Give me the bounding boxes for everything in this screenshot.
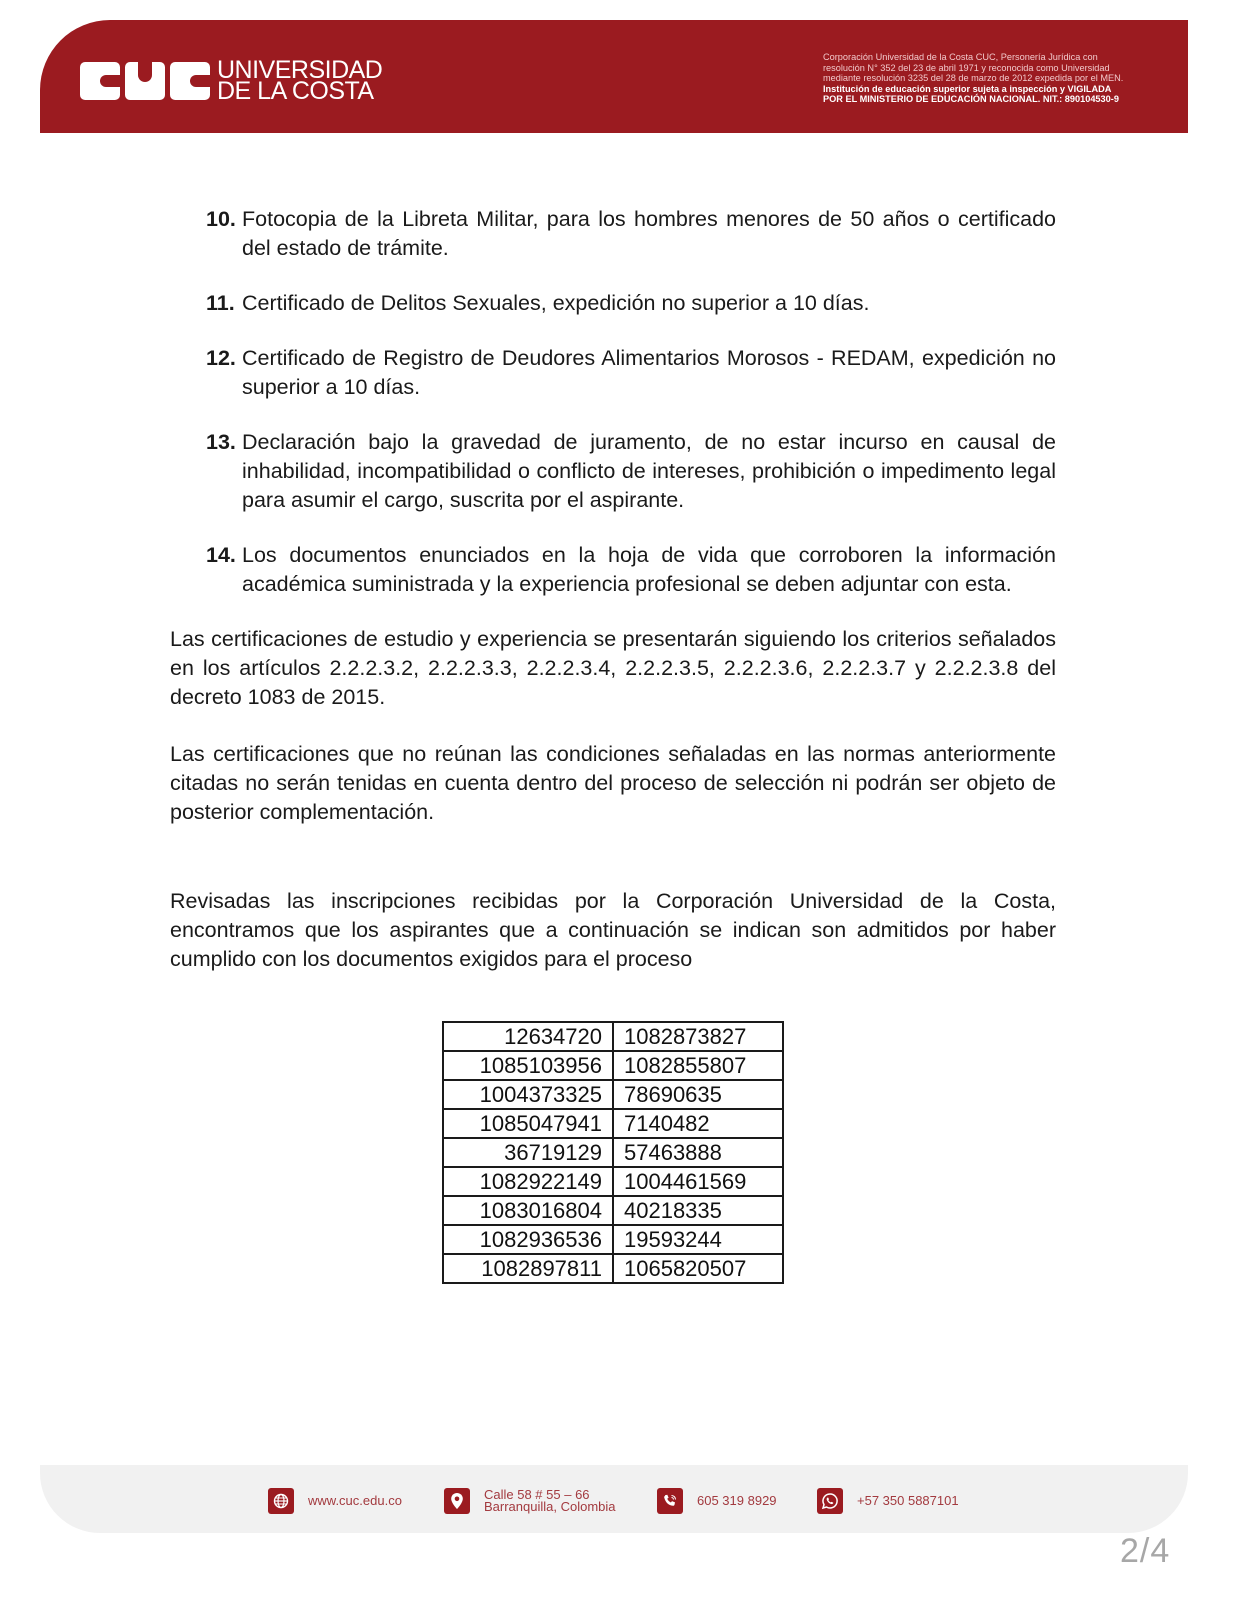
logo-letter-c-icon <box>80 62 120 100</box>
page-counter: 2/4 <box>1120 1532 1171 1570</box>
id-cell: 1085047941 <box>443 1109 613 1138</box>
location-pin-icon <box>444 1488 470 1514</box>
item-text: Certificado de Delitos Sexuales, expedición no superior a 10 días. <box>242 291 870 315</box>
id-cell: 1004373325 <box>443 1080 613 1109</box>
address <box>484 1489 616 1513</box>
id-cell: 1004461569 <box>613 1167 783 1196</box>
legal-line-bold: POR EL MINISTERIO DE EDUCACIÓN NACIONAL. NIT.: 890104530-9 <box>823 94 1119 104</box>
id-cell: 1065820507 <box>613 1254 783 1283</box>
footer-whatsapp <box>817 1488 959 1514</box>
globe-icon <box>268 1488 294 1514</box>
footer-phone <box>657 1488 777 1514</box>
id-cell: 7140482 <box>613 1109 783 1138</box>
id-cell: 78690635 <box>613 1080 783 1109</box>
cuc-logo-mark <box>80 62 210 100</box>
letterhead-footer <box>40 1465 1188 1533</box>
table-row <box>443 1051 783 1080</box>
address-line-2: Barranquilla, Colombia <box>484 1499 616 1514</box>
item-number: 13. <box>206 430 236 454</box>
item-number: 11. <box>206 291 235 315</box>
table-row <box>443 1138 783 1167</box>
footer-website <box>268 1488 402 1514</box>
whatsapp-icon <box>817 1488 843 1514</box>
admitted-intro-paragraph: Revisadas las inscripciones recibidas por la Corporación Universidad de la Costa, encontramos que los aspirantes que a continuación se indican son admitidos por haber cumplido con los documentos exigidos para el proceso <box>170 889 1056 971</box>
logo-line-1: UNIVERSIDAD <box>217 56 383 84</box>
item-text: Los documentos enunciados en la hoja de vida que corroboren la información académica suministrada y la experiencia profesional se deben adjuntar con esta. <box>242 543 1056 596</box>
id-cell: 19593244 <box>613 1225 783 1254</box>
requirement-item <box>206 428 1056 515</box>
university-logo <box>80 56 383 105</box>
id-cell: 1085103956 <box>443 1051 613 1080</box>
requirement-item <box>206 205 1056 263</box>
id-cell: 12634720 <box>443 1022 613 1051</box>
requirement-item <box>206 541 1056 599</box>
legal-line: resolución N° 352 del 23 de abril 1971 y reconocida como Universidad <box>823 62 1110 73</box>
id-cell: 40218335 <box>613 1196 783 1225</box>
requirement-item <box>206 344 1056 402</box>
criteria-paragraph: Las certificaciones de estudio y experiencia se presentarán siguiendo los criterios señalados en los artículos 2.2.2.3.2, 2.2.2.3.3, 2.2.2.3.4, 2.2.2.3.5, 2.2.2.3.6, 2.2.2.3.7 y 2.2.2.3.8 del decreto 1083 de 2015. <box>170 627 1056 709</box>
invalid-certifications-paragraph: Las certificaciones que no reúnan las condiciones señaladas en las normas anteriormente citadas no serán tenidas en cuenta dentro del proceso de selección ni podrán ser objeto de posterior complementación. <box>170 742 1056 824</box>
table-row <box>443 1254 783 1283</box>
phone-number: 605 319 8929 <box>697 1493 777 1508</box>
table-row <box>443 1022 783 1051</box>
footer-address <box>444 1488 616 1514</box>
id-cell: 1082922149 <box>443 1167 613 1196</box>
phone-icon <box>657 1488 683 1514</box>
item-text: Declaración bajo la gravedad de juramento, de no estar incurso en causal de inhabilidad, incompatibilidad o conflicto de intereses, prohibición o impedimento legal para asumir el cargo, suscrita por el aspirante. <box>242 430 1056 512</box>
legal-notice <box>823 52 1158 105</box>
item-number: 12. <box>206 346 236 370</box>
id-cell: 1082897811 <box>443 1254 613 1283</box>
table-row <box>443 1109 783 1138</box>
logo-letter-u-icon <box>125 62 165 100</box>
table-row <box>443 1080 783 1109</box>
logo-letter-c-icon <box>170 62 210 100</box>
id-cell: 36719129 <box>443 1138 613 1167</box>
item-number: 14. <box>206 543 236 567</box>
website-link[interactable]: www.cuc.edu.co <box>308 1493 402 1508</box>
item-text: Fotocopia de la Libreta Militar, para los hombres menores de 50 años o certificado del estado de trámite. <box>242 207 1056 260</box>
id-cell: 1082873827 <box>613 1022 783 1051</box>
address-line-1: Calle 58 # 55 – 66 <box>484 1487 590 1502</box>
table-row <box>443 1225 783 1254</box>
table-row <box>443 1167 783 1196</box>
table-row <box>443 1196 783 1225</box>
legal-line: mediante resolución 3235 del 28 de marzo de 2012 expedida por el MEN. <box>823 73 1124 83</box>
legal-line-bold: Institución de educación superior sujeta a inspección y VIGILADA <box>823 83 1112 94</box>
admitted-ids-table <box>442 1021 784 1284</box>
item-number: 10. <box>206 207 236 231</box>
id-cell: 57463888 <box>613 1138 783 1167</box>
legal-line: Corporación Universidad de la Costa CUC, Personería Jurídica con <box>823 52 1098 62</box>
id-cell: 1082936536 <box>443 1225 613 1254</box>
logo-wordmark <box>217 56 383 105</box>
id-cell: 1082855807 <box>613 1051 783 1080</box>
whatsapp-number: +57 350 5887101 <box>857 1493 959 1508</box>
id-cell: 1083016804 <box>443 1196 613 1225</box>
requirement-item <box>206 289 1056 318</box>
document-body <box>170 205 1056 1002</box>
letterhead-header <box>40 20 1188 133</box>
logo-line-2: DE LA COSTA <box>217 77 374 105</box>
item-text: Certificado de Registro de Deudores Alimentarios Morosos - REDAM, expedición no superior a 10 días. <box>242 346 1056 399</box>
